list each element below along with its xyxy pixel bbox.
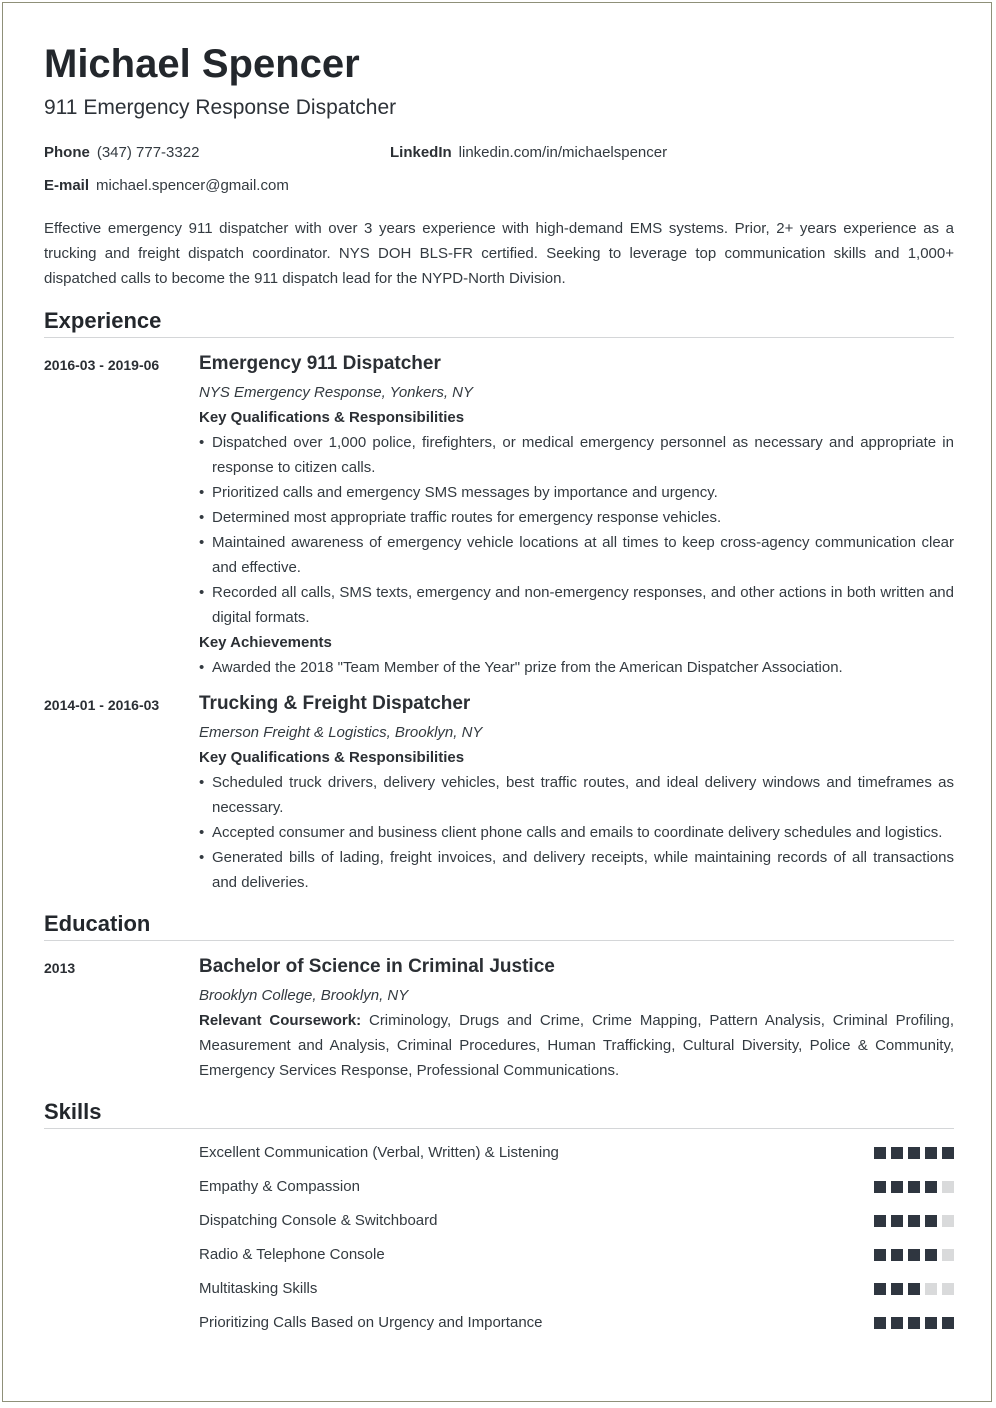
job-1-company: NYS Emergency Response, Yonkers, NY bbox=[199, 384, 474, 401]
skill-rating bbox=[869, 1249, 954, 1261]
skill-name: Radio & Telephone Console bbox=[199, 1246, 385, 1263]
rating-square-filled bbox=[925, 1181, 937, 1193]
skill-rating bbox=[869, 1215, 954, 1227]
rating-square-filled bbox=[942, 1317, 954, 1329]
degree-title: Bachelor of Science in Criminal Justice bbox=[199, 956, 555, 977]
job-1-qualifications-heading: Key Qualifications & Responsibilities bbox=[199, 409, 465, 426]
linkedin-link[interactable]: linkedin.com/in/michaelspencer bbox=[458, 144, 668, 161]
rating-square-filled bbox=[942, 1147, 954, 1159]
phone-value: (347) 777-3322 bbox=[96, 144, 200, 161]
email-link[interactable]: michael.spencer@gmail.com bbox=[96, 177, 289, 194]
rating-square-empty bbox=[942, 1249, 954, 1261]
candidate-name: Michael Spencer bbox=[44, 42, 360, 86]
rating-square-filled bbox=[874, 1283, 886, 1295]
rating-square-filled bbox=[891, 1249, 903, 1261]
skill-name: Prioritizing Calls Based on Urgency and Importance bbox=[199, 1314, 543, 1331]
list-item: • Generated bills of lading, freight invoices, and delivery receipts, while maintaining records of all transactions and deliveries. bbox=[199, 845, 954, 895]
job-1-dates: 2016-03 - 2019-06 bbox=[44, 357, 160, 373]
list-item: • Maintained awareness of emergency vehicle locations at all times to keep cross-agency communication clear and effective. bbox=[199, 530, 954, 580]
list-item: • Prioritized calls and emergency SMS messages by importance and urgency. bbox=[199, 480, 954, 505]
rating-square-filled bbox=[908, 1249, 920, 1261]
job-1-title: Emergency 911 Dispatcher bbox=[199, 353, 441, 374]
job-2-title: Trucking & Freight Dispatcher bbox=[199, 693, 471, 714]
job-2-qualifications-heading: Key Qualifications & Responsibilities bbox=[199, 749, 465, 766]
rating-square-filled bbox=[908, 1317, 920, 1329]
list-item: • Scheduled truck drivers, delivery vehicles, best traffic routes, and ideal delivery windows and timeframes as necessary. bbox=[199, 770, 954, 820]
skill-row bbox=[199, 1274, 954, 1308]
education-year: 2013 bbox=[44, 960, 76, 976]
job-2 bbox=[199, 691, 954, 895]
job-1 bbox=[199, 351, 954, 680]
job-1-achievements-heading: Key Achievements bbox=[199, 634, 332, 651]
rating-square-filled bbox=[891, 1283, 903, 1295]
rating-square-filled bbox=[891, 1147, 903, 1159]
rating-square-filled bbox=[891, 1215, 903, 1227]
job-title: 911 Emergency Response Dispatcher bbox=[44, 96, 397, 119]
job-1-achievements bbox=[199, 655, 954, 680]
rating-square-empty bbox=[925, 1283, 937, 1295]
rating-square-filled bbox=[874, 1249, 886, 1261]
skill-rating bbox=[869, 1181, 954, 1193]
rating-square-empty bbox=[942, 1215, 954, 1227]
relevant-coursework bbox=[199, 1008, 954, 1083]
linkedin-label: LinkedIn bbox=[390, 144, 452, 161]
rating-square-filled bbox=[908, 1181, 920, 1193]
skill-row bbox=[199, 1308, 954, 1342]
coursework-list: Criminology, Drugs and Crime, Crime Mapping, Pattern Analysis, Criminal Profiling, Measurement and Analysis, Criminal Procedures, Human Trafficking, Cultural Diversity, Police & Community, Emergency Services Response, Professional Communications. bbox=[199, 1012, 954, 1079]
rating-square-empty bbox=[942, 1283, 954, 1295]
list-item: • Dispatched over 1,000 police, firefighters, or medical emergency personnel as necessary and appropriate in response to citizen calls. bbox=[199, 430, 954, 480]
rating-square-filled bbox=[908, 1147, 920, 1159]
rating-square-filled bbox=[908, 1283, 920, 1295]
email-label: E-mail bbox=[44, 177, 90, 194]
skill-rating bbox=[869, 1317, 954, 1329]
rating-square-filled bbox=[891, 1317, 903, 1329]
rating-square-empty bbox=[942, 1181, 954, 1193]
skill-rating bbox=[869, 1147, 954, 1159]
rating-square-filled bbox=[908, 1215, 920, 1227]
contact-linkedin bbox=[390, 143, 667, 163]
rating-square-filled bbox=[891, 1181, 903, 1193]
phone-label: Phone bbox=[44, 144, 90, 161]
list-item: • Accepted consumer and business client phone calls and emails to coordinate delivery schedules and logistics. bbox=[199, 820, 954, 845]
coursework-label: Relevant Coursework: bbox=[199, 1012, 362, 1029]
rating-square-filled bbox=[874, 1215, 886, 1227]
school-name: Brooklyn College, Brooklyn, NY bbox=[199, 987, 409, 1004]
rating-square-filled bbox=[925, 1249, 937, 1261]
skill-name: Dispatching Console & Switchboard bbox=[199, 1212, 438, 1229]
skill-row bbox=[199, 1138, 954, 1172]
rating-square-filled bbox=[874, 1317, 886, 1329]
job-2-responsibilities bbox=[199, 770, 954, 895]
skills-list bbox=[199, 1138, 954, 1342]
skill-name: Multitasking Skills bbox=[199, 1280, 318, 1297]
rating-square-filled bbox=[874, 1147, 886, 1159]
skill-row bbox=[199, 1172, 954, 1206]
job-2-company: Emerson Freight & Logistics, Brooklyn, NY bbox=[199, 724, 483, 741]
list-item: • Determined most appropriate traffic routes for emergency response vehicles. bbox=[199, 505, 954, 530]
list-item: • Awarded the 2018 "Team Member of the Year" prize from the American Dispatcher Association. bbox=[199, 655, 954, 680]
skill-name: Excellent Communication (Verbal, Written) & Listening bbox=[199, 1144, 559, 1161]
skill-rating bbox=[869, 1283, 954, 1295]
skill-row bbox=[199, 1206, 954, 1240]
job-2-dates: 2014-01 - 2016-03 bbox=[44, 697, 160, 713]
resume-page bbox=[2, 2, 992, 1402]
education-entry bbox=[199, 954, 954, 1083]
experience-heading: Experience bbox=[44, 307, 954, 338]
list-item: • Recorded all calls, SMS texts, emergency and non-emergency responses, and other actions in both written and digital formats. bbox=[199, 580, 954, 630]
education-heading: Education bbox=[44, 910, 954, 941]
job-1-responsibilities bbox=[199, 430, 954, 630]
skill-name: Empathy & Compassion bbox=[199, 1178, 360, 1195]
skills-heading: Skills bbox=[44, 1098, 954, 1129]
rating-square-filled bbox=[874, 1181, 886, 1193]
profile-summary: Effective emergency 911 dispatcher with over 3 years experience with high-demand EMS systems. Prior, 2+ years experience as a trucking and freight dispatch coordinator. NYS DOH BLS-FR certified. Seeking to leverage top communication skills and 1,000+ dispatched calls to become the 911 dispatch lead for the NYPD-North Division. bbox=[44, 220, 954, 287]
skill-row bbox=[199, 1240, 954, 1274]
rating-square-filled bbox=[925, 1147, 937, 1159]
contact-email bbox=[44, 176, 289, 196]
rating-square-filled bbox=[925, 1317, 937, 1329]
rating-square-filled bbox=[925, 1215, 937, 1227]
contact-phone bbox=[44, 143, 199, 163]
